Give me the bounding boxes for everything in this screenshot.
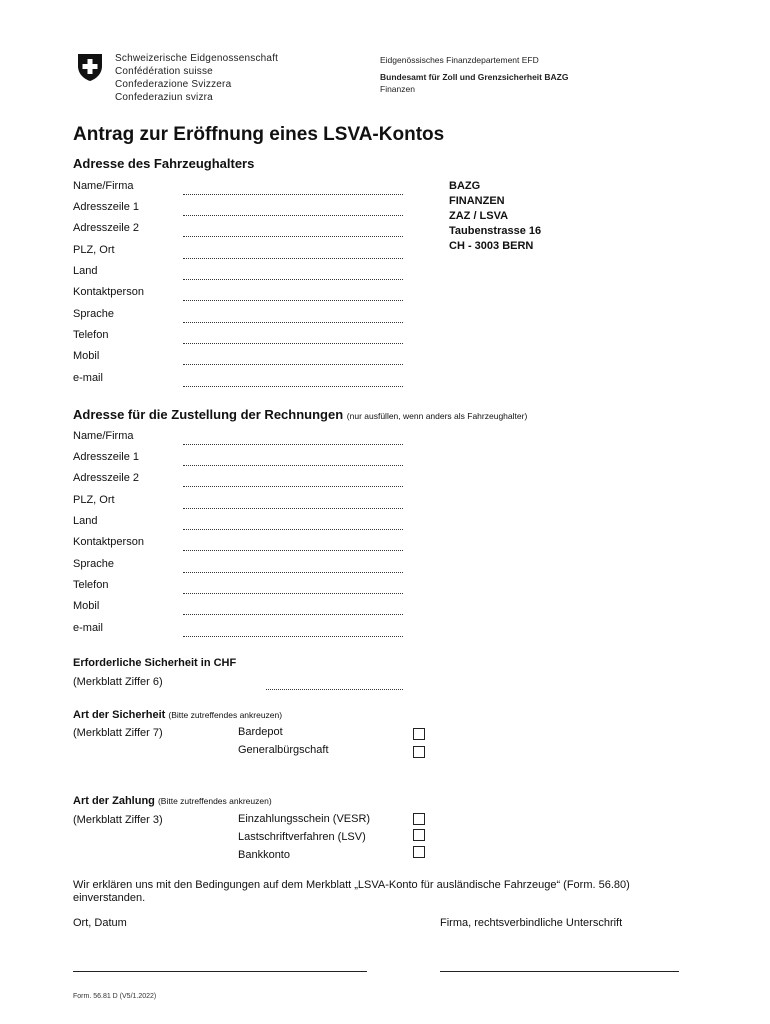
payment-type-note: (Bitte zutreffendes ankreuzen): [157, 796, 272, 806]
page-title: Antrag zur Eröffnung eines LSVA-Kontos: [73, 124, 445, 145]
swiss-coat-of-arms-icon: [76, 52, 104, 82]
field-label: Mobil: [73, 600, 100, 612]
billing-address-line1-input[interactable]: [183, 465, 403, 466]
recipient-line: CH - 3003 BERN: [449, 240, 534, 252]
recipient-line: ZAZ / LSVA: [449, 210, 509, 222]
signature-label: Firma, rechtsverbindliche Unterschrift: [440, 917, 623, 929]
field-label: Land: [73, 515, 98, 527]
dept-line1: Eidgenössisches Finanzdepartement EFD: [380, 55, 539, 65]
field-label: Name/Firma: [73, 180, 134, 192]
section1-heading: Adresse des Fahrzeughalters: [73, 156, 255, 171]
recipient-line: BAZG: [449, 180, 481, 192]
field-label: Telefon: [73, 329, 109, 341]
billing-mobile-input[interactable]: [183, 614, 403, 615]
confed-line-de: Schweizerische Eidgenossenschaft: [115, 53, 279, 64]
place-date-line[interactable]: [73, 971, 367, 972]
field-label: Telefon: [73, 579, 109, 591]
security-type-title: Art der Sicherheit: [73, 709, 166, 721]
section2-title: Adresse für die Zustellung der Rechnungen: [73, 407, 344, 422]
security-type-note: (Bitte zutreffendes ankreuzen): [168, 710, 283, 720]
billing-name-input[interactable]: [183, 444, 403, 445]
field-label: Adresszeile 2: [73, 222, 140, 234]
field-label: e-mail: [73, 372, 103, 384]
recipient-address: [449, 179, 541, 254]
field-label: Adresszeile 1: [73, 201, 140, 213]
security-type-ref: (Merkblatt Ziffer 7): [73, 727, 163, 739]
payment-type-title: Art der Zahlung: [73, 795, 155, 807]
form-number: Form. 56.81 D (V5/1.2022): [73, 993, 157, 1000]
billing-contact-input[interactable]: [183, 550, 403, 551]
confederation-names: [115, 52, 278, 104]
payment-type-heading: [73, 795, 272, 807]
contact-person-input[interactable]: [183, 300, 403, 301]
billing-phone-input[interactable]: [183, 593, 403, 594]
option-vesr-label: Einzahlungsschein (VESR): [238, 813, 371, 825]
language-input[interactable]: [183, 322, 403, 323]
name-input[interactable]: [183, 194, 403, 195]
checkbox-buergschaft[interactable]: [413, 746, 425, 758]
billing-email-input[interactable]: [183, 636, 403, 637]
billing-country-input[interactable]: [183, 529, 403, 530]
option-buergschaft-label: Generalbürgschaft: [238, 744, 329, 756]
field-label: Adresszeile 2: [73, 472, 140, 484]
department-info: [380, 54, 568, 95]
field-label: PLZ, Ort: [73, 244, 115, 256]
dept-line2: Bundesamt für Zoll und Grenzsicherheit BAZG: [380, 72, 569, 82]
field-label: Land: [73, 265, 98, 277]
section2-note: (nur ausfüllen, wenn anders als Fahrzeughalter): [346, 411, 528, 421]
confed-line-rm: Confederaziun svizra: [115, 92, 213, 103]
billing-zip-city-input[interactable]: [183, 508, 403, 509]
field-label: Sprache: [73, 308, 114, 320]
address-line1-input[interactable]: [183, 215, 403, 216]
billing-address-line2-input[interactable]: [183, 486, 403, 487]
field-label: e-mail: [73, 622, 103, 634]
checkbox-bankkonto[interactable]: [413, 846, 425, 858]
field-label: Kontaktperson: [73, 286, 144, 298]
option-bankkonto-label: Bankkonto: [238, 849, 290, 861]
security-amount-input[interactable]: [266, 689, 403, 690]
section2-heading: [73, 407, 527, 422]
recipient-line: Taubenstrasse 16: [449, 225, 542, 237]
option-bardepot-label: Bardepot: [238, 726, 283, 738]
billing-language-input[interactable]: [183, 572, 403, 573]
email-input[interactable]: [183, 386, 403, 387]
checkbox-bardepot[interactable]: [413, 728, 425, 740]
field-label: PLZ, Ort: [73, 494, 115, 506]
field-label: Sprache: [73, 558, 114, 570]
field-label: Mobil: [73, 350, 100, 362]
zip-city-input[interactable]: [183, 258, 403, 259]
address-line2-input[interactable]: [183, 236, 403, 237]
security-amount-heading: Erforderliche Sicherheit in CHF: [73, 657, 237, 669]
signature-line[interactable]: [440, 971, 679, 972]
option-lsv-label: Lastschriftverfahren (LSV): [238, 831, 366, 843]
mobile-input[interactable]: [183, 364, 403, 365]
security-amount-ref: (Merkblatt Ziffer 6): [73, 676, 163, 688]
field-label: Adresszeile 1: [73, 451, 140, 463]
checkbox-lsv[interactable]: [413, 829, 425, 841]
confed-line-it: Confederazione Svizzera: [115, 79, 232, 90]
security-type-heading: [73, 709, 282, 721]
field-label: Name/Firma: [73, 430, 134, 442]
recipient-line: FINANZEN: [449, 195, 505, 207]
confed-line-fr: Confédération suisse: [115, 66, 213, 77]
field-label: Kontaktperson: [73, 536, 144, 548]
phone-input[interactable]: [183, 343, 403, 344]
place-date-label: Ort, Datum: [73, 917, 127, 929]
declaration-text: Wir erklären uns mit den Bedingungen auf dem Merkblatt „LSVA-Konto für ausländische Fahrzeuge“ (Form. 56.80) einverstanden.: [73, 879, 630, 904]
dept-line3: Finanzen: [380, 84, 415, 94]
country-input[interactable]: [183, 279, 403, 280]
checkbox-vesr[interactable]: [413, 813, 425, 825]
payment-type-ref: (Merkblatt Ziffer 3): [73, 814, 163, 826]
